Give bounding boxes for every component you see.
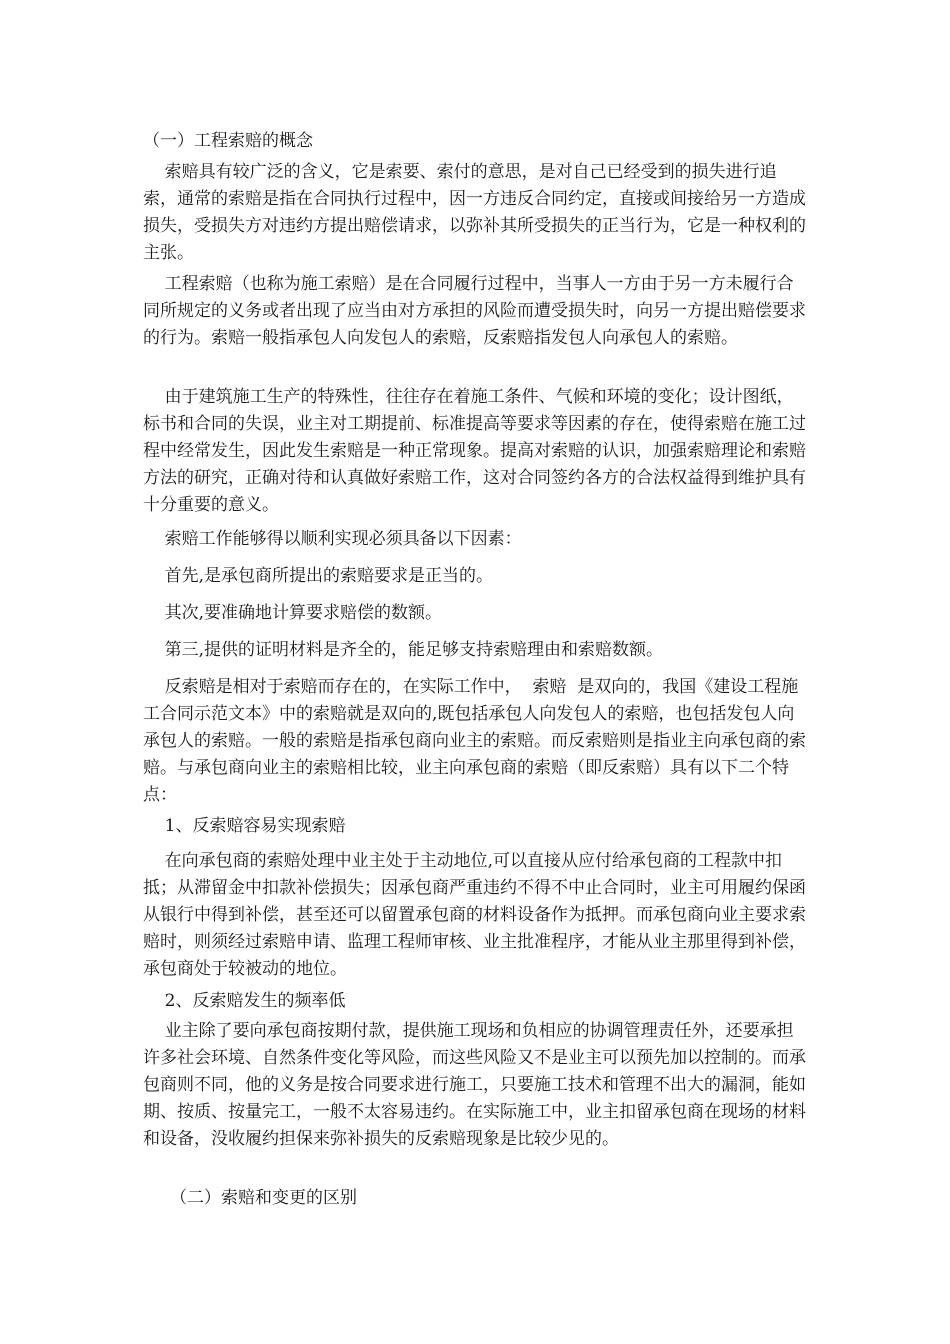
section-heading-concept: （一）工程索赔的概念 [143,131,313,151]
paragraph-factor-second: 其次,要准确地计算要求赔偿的数额。 [143,603,443,623]
section-heading-difference: （二）索赔和变更的区别 [143,1188,358,1208]
list-item-title-2: 2、反索赔发生的频率低 [143,991,346,1011]
paragraph-factor-third: 第三,提供的证明材料是齐全的，能足够支持索赔理由和索赔数额。 [143,640,664,660]
paragraph-claim-causes: 由于建筑施工生产的特殊性，往往存在着施工条件、气候和环境的变化；设计图纸，标书和合同的失误，业主对工期提前、标准提高等要求等因素的存在，使得索赔在施工过程中经常发生，因此发生索赔是一种正常现象。提高对索赔的认识，加强索赔理论和索赔方法的研究，正确对待和认真做好索赔工作，这对合同签约各方的合法权益得到维护具有十分重要的意义。 [143,387,806,515]
list-item-title-1: 1、反索赔容易实现索赔 [143,816,346,836]
paragraph-construction-claim: 工程索赔（也称为施工索赔）是在合同履行过程中，当事人一方由于另一方未履行合同所规定的义务或者出现了应当由对方承担的风险而遭受损失时，向另一方提出赔偿要求的行为。索赔一般指承包人向发包人的索赔，反索赔指发包人向承包人的索赔。 [143,274,806,348]
paragraph-counter-claim: 反索赔是相对于索赔而存在的，在实际工作中， 索赔 是双向的，我国《建设工程施工合同示范文本》中的索赔就是双向的,既包括承包人向发包人的索赔，也包括发包人向承包人的索赔。一般的索赔是指承包商向业主的索赔。而反索赔则是指业主向承包商的索赔。与承包商向业主的索赔相比较，业主向承包商的索赔（即反索赔）具有以下二个特点： [143,677,806,805]
paragraph-claim-definition: 索赔具有较广泛的含义，它是索要、索付的意思，是对自己已经受到的损失进行追索，通常的索赔是指在合同执行过程中，因一方违反合同约定，直接或间接给另一方造成损失，受损失方对违约方提出赔偿请求，以弥补其所受损失的正当行为，它是一种权利的主张。 [143,162,806,263]
paragraph-factor-first: 首先,是承包商所提出的索赔要求是正当的。 [143,566,494,586]
paragraph-counter-claim-frequency: 业主除了要向承包商按期付款，提供施工现场和负相应的协调管理责任外，还要承担许多社会环境、自然条件变化等风险，而这些风险又不是业主可以预先加以控制的。而承包商则不同，他的义务是按合同要求进行施工，只要施工技术和管理不出大的漏洞，能如期、按质、按量完工，一般不太容易违约。在实际施工中，业主扣留承包商在现场的材料和设备，没收履约担保来弥补损失的反索赔现象是比较少见的。 [143,1021,806,1149]
paragraph-counter-claim-easy: 在向承包商的索赔处理中业主处于主动地位,可以直接从应付给承包商的工程款中扣抵；从滞留金中扣款补偿损失；因承包商严重违约不得不中止合同时，业主可用履约保函从银行中得到补偿，甚至还可以留置承包商的材料设备作为抵押。而承包商向业主要求索赔时，则须经过索赔申请、监理工程师审核、业主批准程序，才能从业主那里得到补偿，承包商处于较被动的地位。 [143,851,806,979]
paragraph-claim-factors-intro: 索赔工作能够得以顺利实现必须具备以下因素： [143,529,522,549]
